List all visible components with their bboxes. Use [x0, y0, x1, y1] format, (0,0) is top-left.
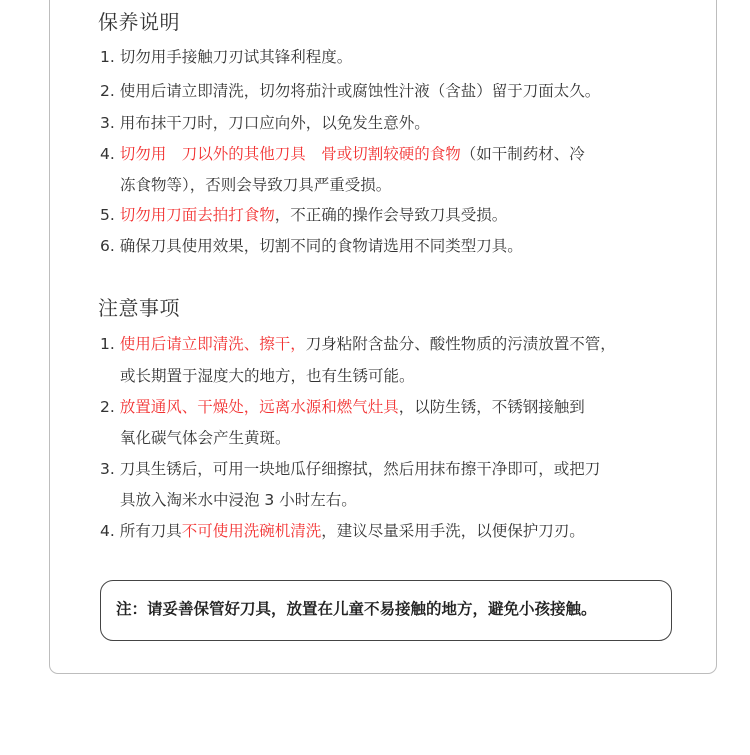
care-item-4-detail: （如干制药材、冷: [460, 145, 585, 163]
care-item-5: [100, 205, 507, 225]
notice-item-2-warning: 放置通风、干燥处，远离水源和燃气灶具: [119, 398, 399, 416]
care-item-1: 1. 切勿用手接触刀刃试其锋利程度。: [100, 48, 353, 66]
notice-section-title: 注意事项: [98, 296, 180, 320]
notice-item-4-detail: ，建议尽量采用手洗，以便保护刀刃。: [321, 522, 585, 540]
notice-item-1-number: 1.: [100, 335, 120, 353]
notice-item-1-warning: 使用后请立即清洗、擦干，: [119, 335, 306, 353]
note-text: 注：请妥善保管好刀具，放置在儿童不易接触的地方，避免小孩接触。: [116, 600, 597, 618]
care-item-5-warning: 切勿用刀面去拍打食物: [119, 206, 275, 224]
care-item-4-continued: 冻食物等），否则会导致刀具严重受损。: [120, 176, 392, 194]
care-item-4: [100, 144, 585, 164]
notice-item-1: [100, 334, 616, 354]
care-item-3: 3. 用布抹干刀时，刀口应向外，以免发生意外。: [100, 114, 430, 132]
care-item-4-number: 4.: [100, 145, 120, 163]
notice-item-1-continued: 或长期置于湿度大的地方，也有生锈可能。: [120, 367, 415, 385]
care-item-4-warning: 切勿用 刀以外的其他刀具 骨或切割较硬的食物: [119, 145, 461, 163]
notice-item-4-warning: 不可使用洗碗机清洗: [181, 522, 322, 540]
notice-item-2: [100, 397, 585, 417]
care-item-5-detail: ，不正确的操作会导致刀具受损。: [274, 206, 508, 224]
notice-item-2-detail: ，以防生锈，不锈钢接触到: [398, 398, 585, 416]
care-item-6: 6. 确保刀具使用效果，切割不同的食物请选用不同类型刀具。: [100, 237, 523, 255]
notice-item-3: 3. 刀具生锈后，可用一块地瓜仔细擦拭，然后用抹布擦干净即可，或把刀: [100, 460, 601, 478]
notice-item-2-number: 2.: [100, 398, 120, 416]
care-section-title: 保养说明: [98, 10, 180, 34]
notice-item-1-detail: 刀身粘附含盐分、酸性物质的污渍放置不管，: [305, 335, 616, 353]
notice-item-4: [100, 521, 585, 541]
notice-item-4-number: 4. 所有刀具: [100, 522, 182, 540]
care-item-2: 2. 使用后请立即清洗，切勿将茄汁或腐蚀性汁液（含盐）留于刀面太久。: [100, 82, 601, 100]
notice-item-3-continued: 具放入淘米水中浸泡 3 小时左右。: [120, 491, 357, 509]
care-item-5-number: 5.: [100, 206, 120, 224]
notice-item-2-continued: 氧化碳气体会产生黄斑。: [120, 429, 291, 447]
